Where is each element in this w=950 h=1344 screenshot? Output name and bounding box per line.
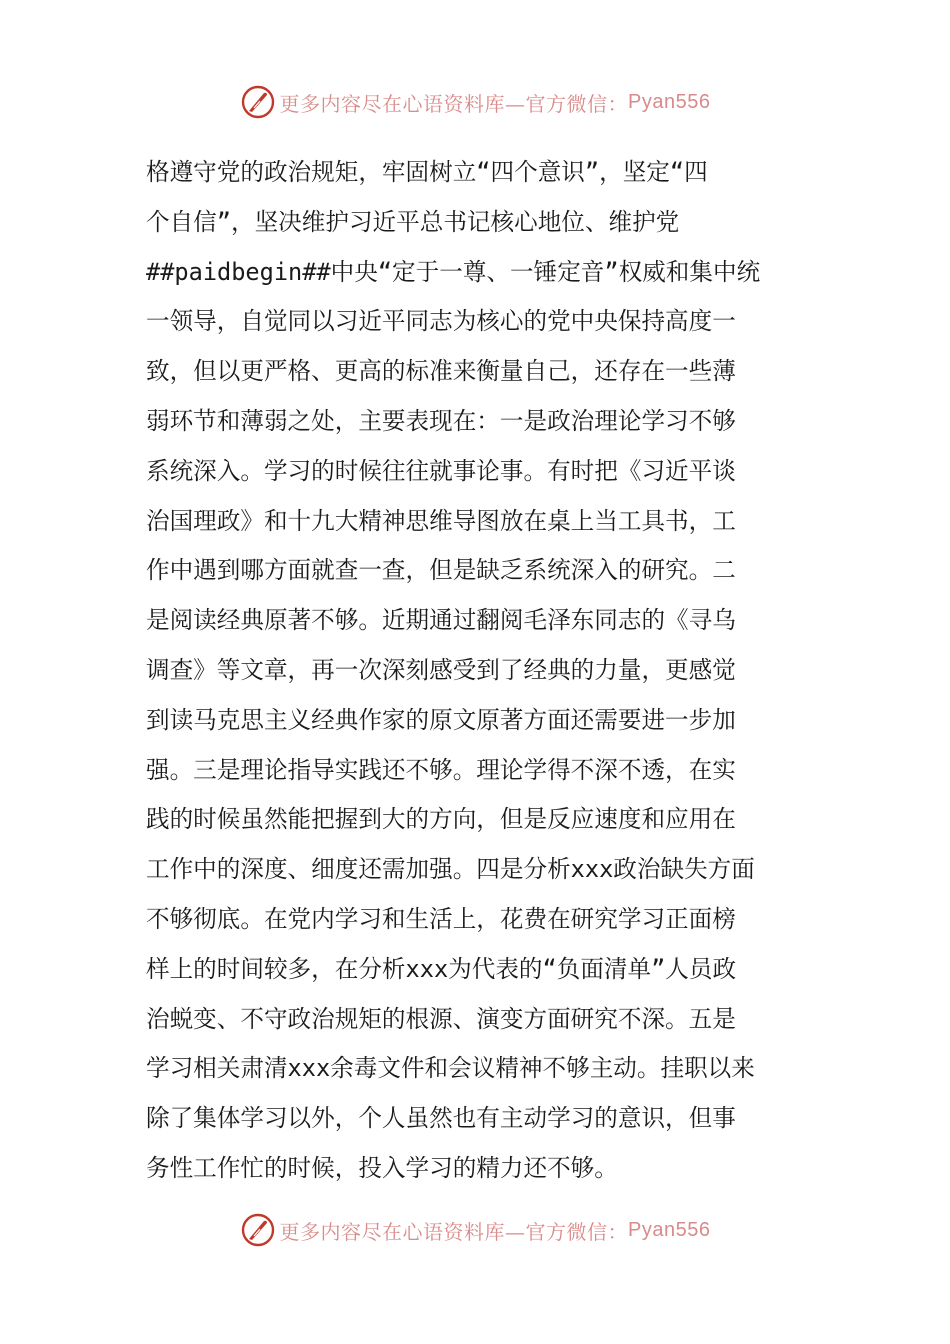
header-banner [0, 82, 950, 122]
text-line: 致，但以更严格、更高的标准来衡量自己，还存在一些薄 [146, 357, 736, 386]
text-line: 系统深入。学习的时候往往就事论事。有时把《习近平谈 [146, 456, 736, 485]
text-line: 治蜕变、不守政治规矩的根源、演变方面研究不深。五是 [146, 1004, 736, 1033]
text-line: 格遵守党的政治规矩，牢固树立“四个意识”，坚定“四 [146, 158, 708, 186]
text-line: 除了集体学习以外，个人虽然也有主动学习的意识，但事 [146, 1104, 736, 1133]
banner-text: 更多内容尽在心语资料库—官方微信： [279, 91, 629, 116]
text-line: 是阅读经典原著不够。近期通过翻阅毛泽东同志的《寻乌 [146, 606, 736, 635]
text-line: 作中遇到哪方面就查一查，但是缺乏系统深入的研究。二 [146, 556, 736, 585]
footer-banner [0, 1210, 950, 1250]
banner-text: 更多内容尽在心语资料库—官方微信： [279, 1219, 629, 1244]
text-line: 工作中的深度、细度还需加强。四是分析xxx政治缺失方面 [146, 855, 755, 884]
quill-logo-icon [240, 1212, 276, 1248]
text-line: 不够彻底。在党内学习和生活上，花费在研究学习正面榜 [146, 904, 736, 933]
document-body [146, 148, 806, 1194]
text-line: ##paidbegin##中央“定于一尊、一锤定音”权威和集中统 [146, 257, 761, 286]
text-line: 务性工作忙的时候，投入学习的精力还不够。 [146, 1153, 618, 1182]
quill-logo-icon [240, 84, 276, 120]
text-line: 学习相关肃清xxx余毒文件和会议精神不够主动。挂职以来 [146, 1054, 755, 1083]
wechat-id: Pyan556 [628, 1218, 711, 1241]
wechat-id: Pyan556 [628, 90, 711, 113]
text-line: 治国理政》和十九大精神思维导图放在桌上当工具书，工 [146, 506, 736, 535]
text-line: 强。三是理论指导实践还不够。理论学得不深不透，在实 [146, 755, 736, 784]
text-line: 样上的时间较多，在分析xxx为代表的“负面清单”人员政 [146, 954, 737, 983]
text-line: 个自信”，坚决维护习近平总书记核心地位、维护党 [146, 207, 680, 236]
text-line: 调查》等文章，再一次深刻感受到了经典的力量，更感觉 [146, 655, 736, 684]
text-line: 到读马克思主义经典作家的原文原著方面还需要进一步加 [146, 705, 736, 734]
text-line: 一领导，自觉同以习近平同志为核心的党中央保持高度一 [146, 307, 736, 336]
text-line: 弱环节和薄弱之处，主要表现在：一是政治理论学习不够 [146, 406, 736, 435]
text-line: 践的时候虽然能把握到大的方向，但是反应速度和应用在 [146, 805, 736, 834]
